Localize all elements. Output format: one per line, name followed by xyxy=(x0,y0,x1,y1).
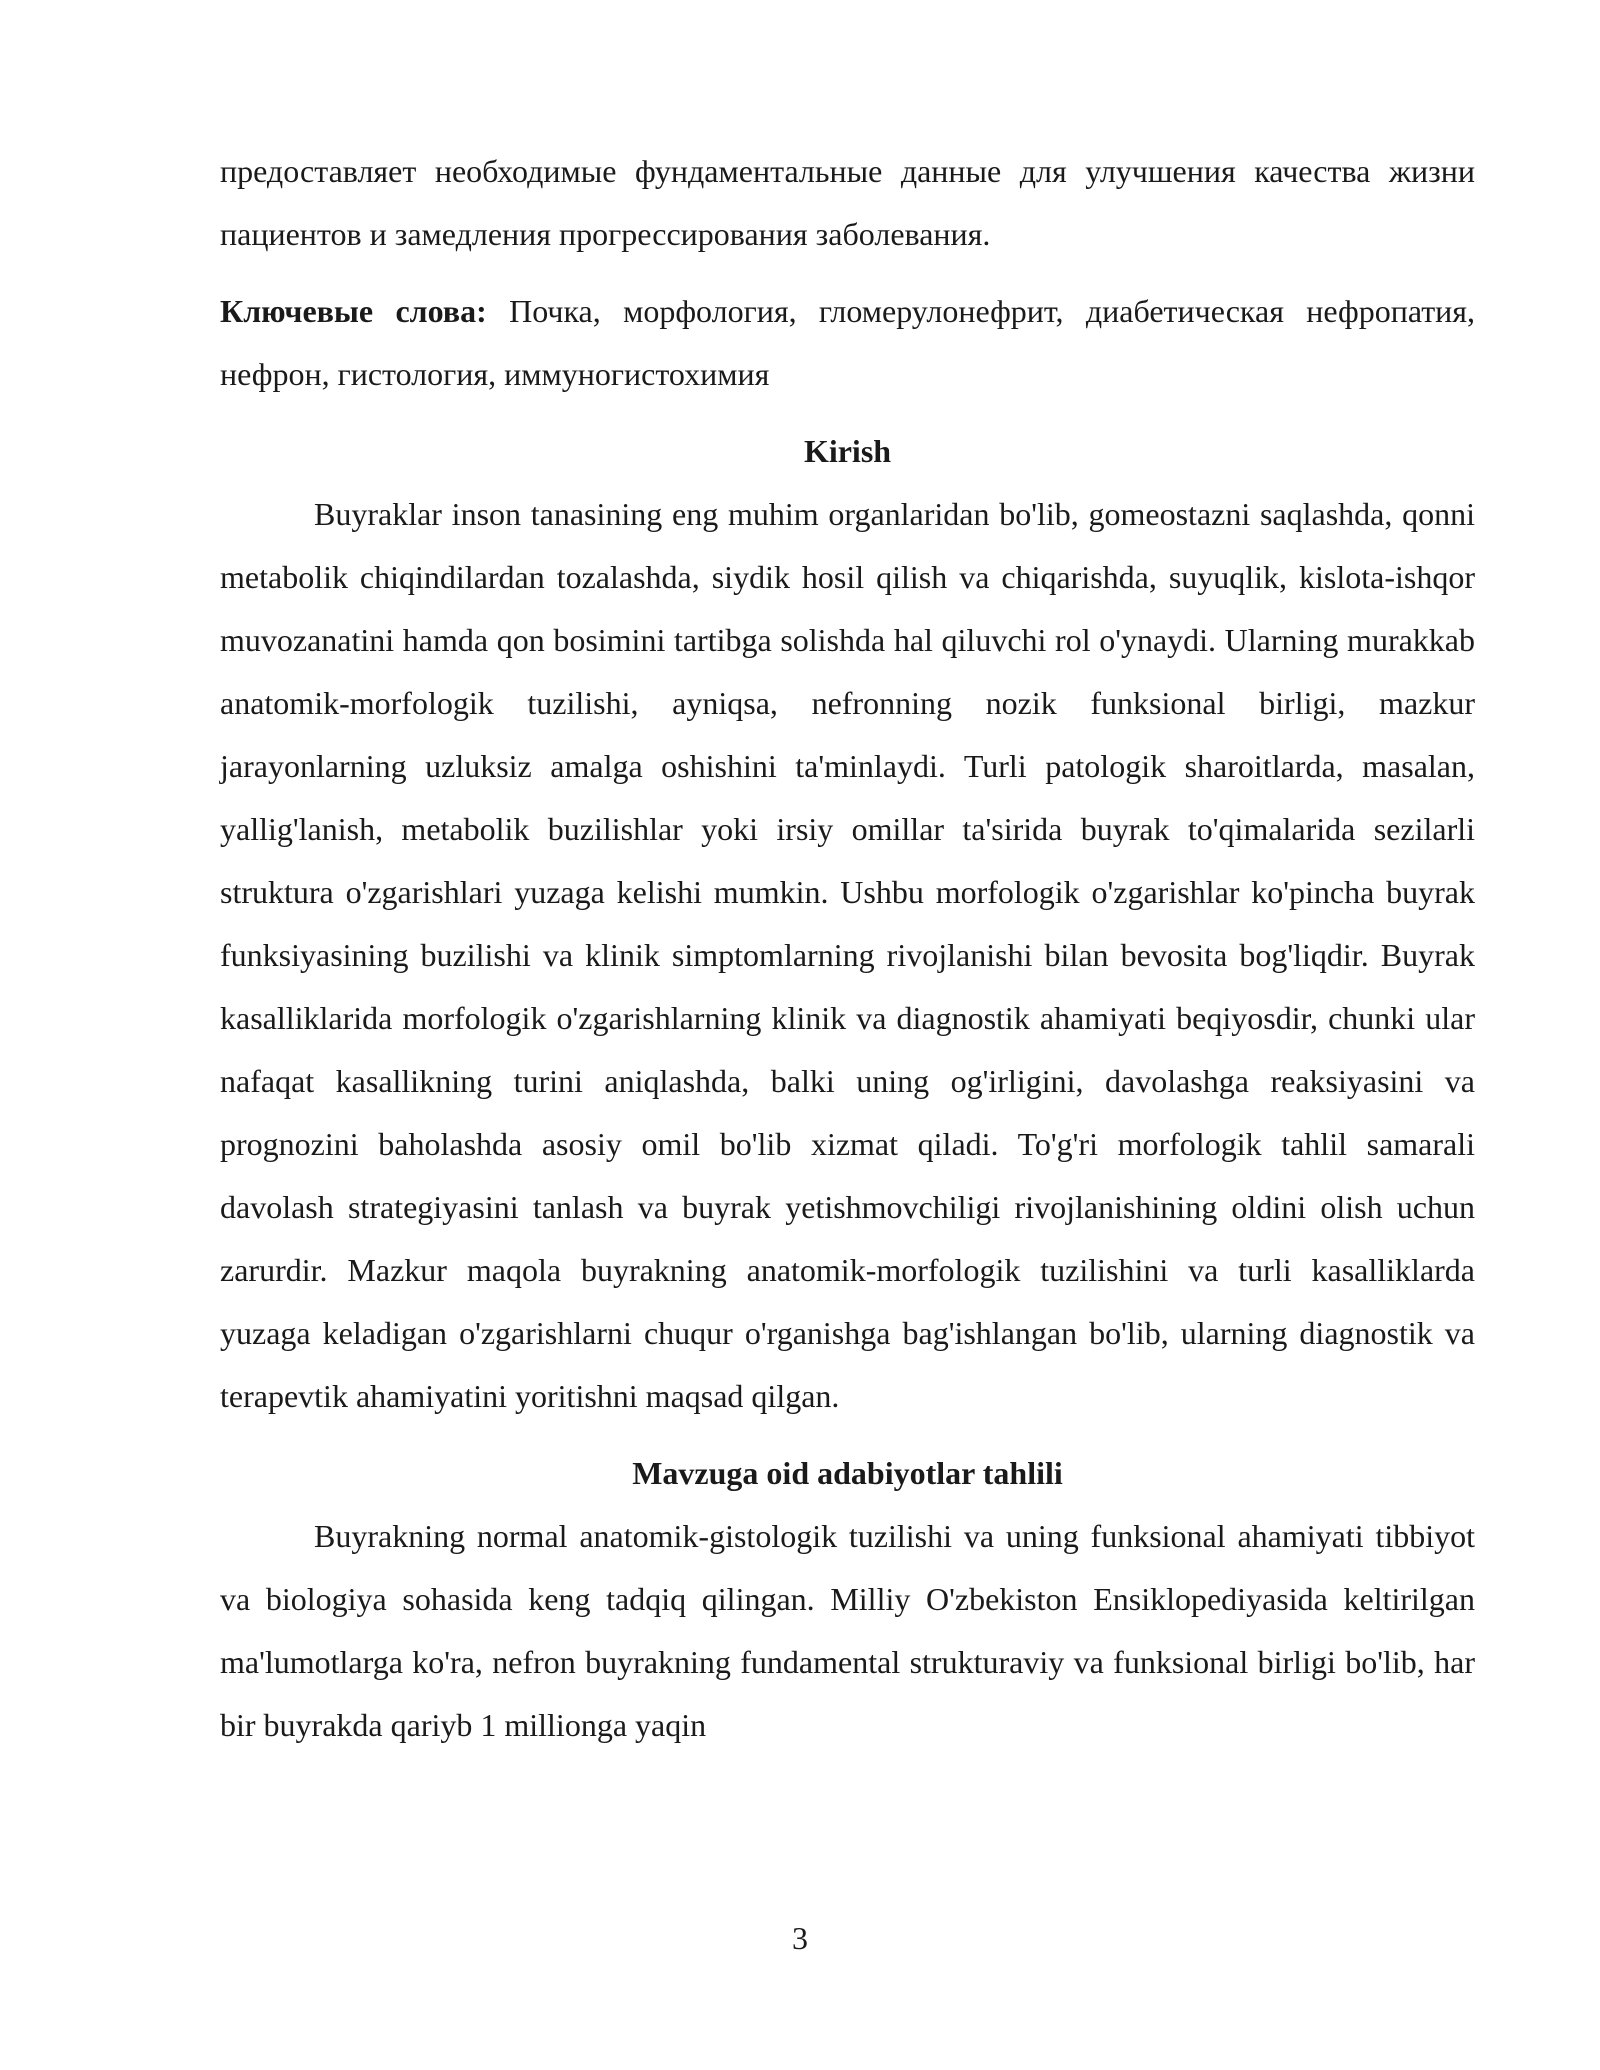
keywords-paragraph xyxy=(220,280,1475,406)
literature-paragraph: Buyrakning normal anatomik-gistologik tuzilishi va uning funksional ahamiyati tibbiyot va biologiya sohasida keng tadqiq qilingan. Milliy O'zbekiston Ensiklopediyasida keltirilgan ma'lumotlarga ko'ra, nefron buyrakning fundamental strukturaviy va funksional birligi bo'lib, har bir buyrakda qariyb 1 millionga yaqin xyxy=(220,1518,1475,1743)
section-heading-literature: Mavzuga oid adabiyotlar tahlili xyxy=(632,1455,1063,1491)
keywords-label: Ключевые слова: xyxy=(220,293,487,329)
keywords-text: Почка, морфология, гломерулонефрит, диабетическая нефропатия, нефрон, гистология, иммуногистохимия xyxy=(220,293,1476,392)
section-heading-intro: Kirish xyxy=(803,433,892,469)
intro-paragraph: Buyraklar inson tanasining eng muhim organlaridan bo'lib, gomeostazni saqlashda, qonni metabolik chiqindilardan tozalashda, siydik hosil qilish va chiqarishda, suyuqlik, kislota-ishqor muvozanatini hamda qon bosimini tartibga solishda hal qiluvchi rol o'ynaydi. Ularning murakkab anatomik-morfologik tuzilishi, ayniqsa, nefronning nozik funksional birligi, mazkur jarayonlarning uzluksiz amalga oshishini ta'minlaydi. Turli patologik sharoitlarda, masalan, yallig'lanish, metabolik buzilishlar yoki irsiy omillar ta'sirida buyrak to'qimalarida sezilarli struktura o'zgarishlari yuzaga kelishi mumkin. Ushbu morfologik o'zgarishlar ko'pincha buyrak funksiyasining buzilishi va klinik simptomlarning rivojlanishi bilan bevosita bog'liqdir. Buyrak kasalliklarida morfologik o'zgarishlarning klinik va diagnostik ahamiyati beqiyosdir, chunki ular nafaqat kasallikning turini aniqlashda, balki uning og'irligini, davolashga reaksiyasini va prognozini baholashda asosiy omil bo'lib xizmat qiladi. To'g'ri morfologik tahlil samarali davolash strategiyasini tanlash va buyrak yetishmovchiligi rivojlanishining oldini olish uchun zarurdir. Mazkur maqola buyrakning anatomik-morfologik tuzilishini va turli kasalliklarda yuzaga keladigan o'zgarishlarni chuqur o'rganishga bag'ishlangan bo'lib, ularning diagnostik va terapevtik ahamiyatini yoritishni maqsad qilgan. xyxy=(220,496,1475,1414)
abstract-tail-paragraph: предоставляет необходимые фундаментальные данные для улучшения качества жизни пациентов и замедления прогрессирования заболевания. xyxy=(220,153,1475,252)
page-content xyxy=(220,140,1475,1757)
page-number: 3 xyxy=(792,1920,808,1956)
